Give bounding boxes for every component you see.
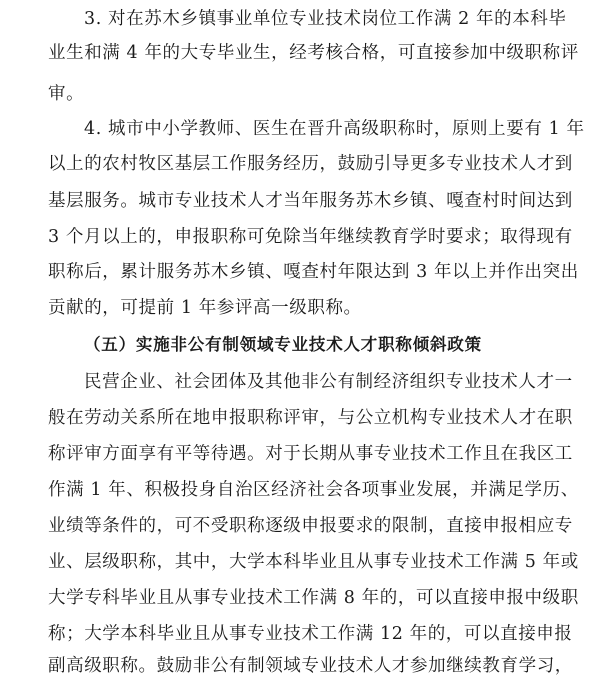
paragraph-3-line-3: 审。 bbox=[48, 84, 85, 104]
paragraph-3-line-2: 业生和满 4 年的大专毕业生，经考核合格，可直接参加中级职称评 bbox=[48, 43, 579, 63]
paragraph-4-line-3: 基层服务。城市专业技术人才当年服务苏木乡镇、嘎查村时间达到 bbox=[48, 191, 573, 211]
paragraph-4-line-1: 4. 城市中小学教师、医生在晋升高级职称时，原则上要有 1 年 bbox=[84, 119, 585, 139]
section-heading-5: （五）实施非公有制领域专业技术人才职称倾斜政策 bbox=[84, 335, 482, 354]
paragraph-5-line-4: 作满 1 年、积极投身自治区经济社会各项事业发展，并满足学历、 bbox=[48, 480, 579, 500]
paragraph-4-line-4: 3 个月以上的，申报职称可免除当年继续教育学时要求；取得现有 bbox=[48, 227, 573, 247]
paragraph-5-line-7: 大学专科毕业且从事专业技术工作满 8 年的，可以直接申报中级职 bbox=[48, 588, 579, 608]
paragraph-5-line-8: 称；大学本科毕业且从事专业技术工作满 12 年的，可以直接申报 bbox=[48, 624, 573, 644]
paragraph-5-line-9: 副高级职称。鼓励非公有制领域专业技术人才参加继续教育学习， bbox=[48, 656, 573, 676]
paragraph-5-line-3: 称评审方面享有平等待遇。对于长期从事专业技术工作且在我区工 bbox=[48, 444, 573, 464]
paragraph-4-line-2: 以上的农村牧区基层工作服务经历，鼓励引导更多专业技术人才到 bbox=[48, 154, 573, 174]
paragraph-5-line-5: 业绩等条件的，可不受职称逐级申报要求的限制，直接申报相应专 bbox=[48, 516, 573, 536]
paragraph-3-line-1: 3. 对在苏木乡镇事业单位专业技术岗位工作满 2 年的本科毕 bbox=[84, 9, 567, 29]
paragraph-5-line-2: 般在劳动关系所在地申报职称评审，与公立机构专业技术人才在职 bbox=[48, 408, 573, 428]
paragraph-4-line-5: 职称后，累计服务苏木乡镇、嘎查村年限达到 3 年以上并作出突出 bbox=[48, 262, 579, 282]
paragraph-5-line-6: 业、层级职称，其中，大学本科毕业且从事专业技术工作满 5 年或 bbox=[48, 552, 579, 572]
paragraph-5-line-1: 民营企业、社会团体及其他非公有制经济组织专业技术人才一 bbox=[84, 372, 573, 392]
paragraph-4-line-6: 贡献的，可提前 1 年参评高一级职称。 bbox=[48, 298, 362, 318]
